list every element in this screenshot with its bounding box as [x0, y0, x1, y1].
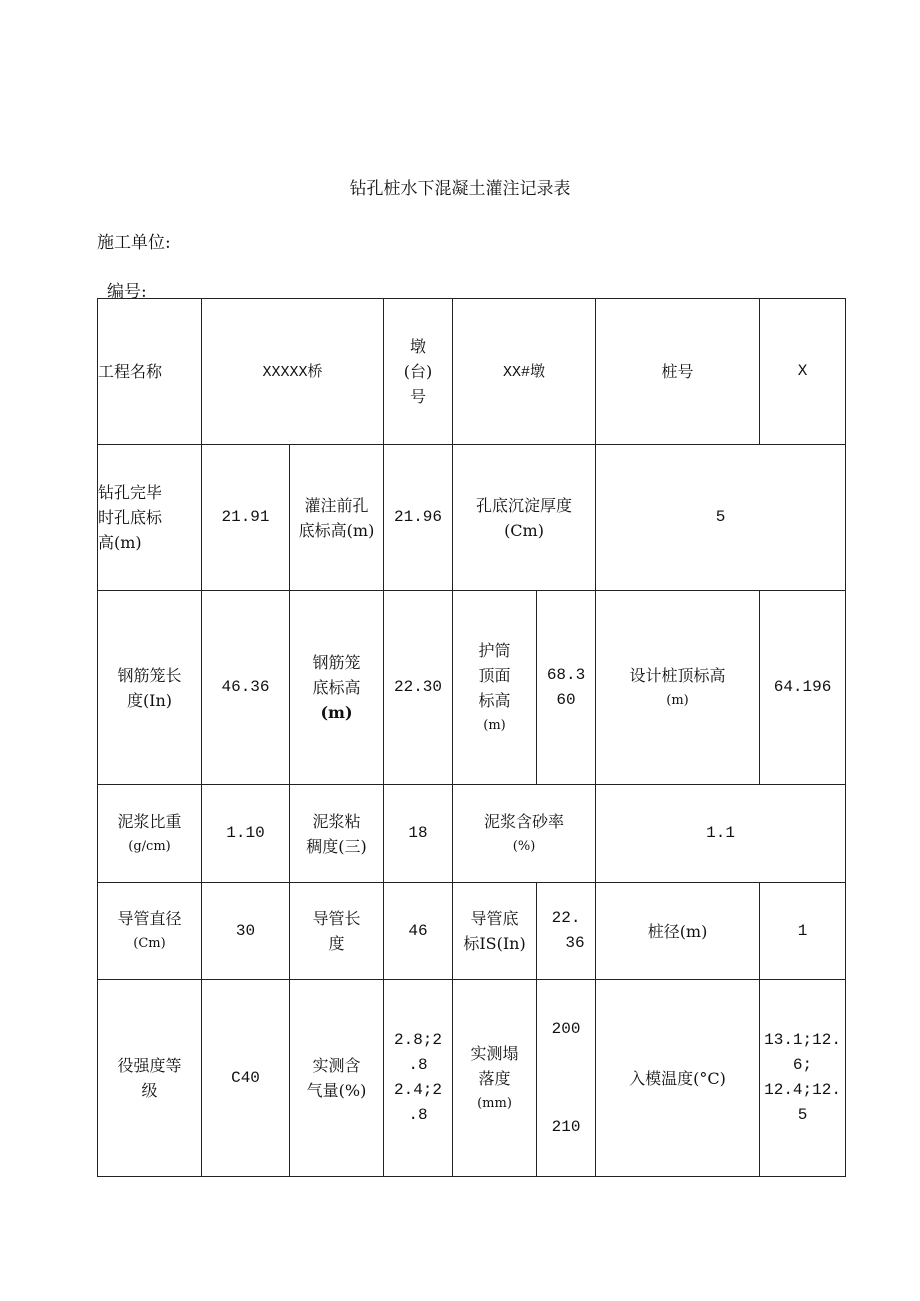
- cage-bottom-elevation-value: 22.30: [384, 591, 453, 785]
- construction-unit-label: 施工单位:: [97, 233, 171, 253]
- pile-number-label: 桩号: [596, 299, 760, 445]
- pipe-bottom-value: 22. 36: [537, 883, 596, 980]
- pipe-bottom-label: 导管底 标IS(In): [453, 883, 537, 980]
- table-row: [98, 785, 846, 883]
- cage-bottom-elevation-label: 钢筋笼 底标高 (m): [290, 591, 384, 785]
- pipe-length-value: 46: [384, 883, 453, 980]
- table-row: [98, 445, 846, 591]
- casing-top-elevation-label: 护筒 顶面 标高 (m): [453, 591, 537, 785]
- concrete-grade-label: 役强度等 级: [98, 980, 202, 1177]
- pipe-diameter-value: 30: [202, 883, 290, 980]
- cage-length-label: 钢筋笼长 度(In): [98, 591, 202, 785]
- pile-diameter-value: 1: [760, 883, 846, 980]
- air-content-value: 2.8;2 .8 2.4;2 .8: [384, 980, 453, 1177]
- page-title: 钻孔桩水下混凝土灌注记录表: [349, 179, 571, 199]
- placement-temperature-value: 13.1;12. 6; 12.4;12. 5: [760, 980, 846, 1177]
- record-number-label: 编号:: [107, 282, 147, 302]
- sediment-thickness-value: 5: [596, 445, 846, 591]
- project-name-value: XXXXX桥: [202, 299, 384, 445]
- slurry-viscosity-value: 18: [384, 785, 453, 883]
- pre-pour-elevation-value: 21.96: [384, 445, 453, 591]
- pre-pour-elevation-label: 灌注前孔 底标高(m): [290, 445, 384, 591]
- pipe-length-label: 导管长 度: [290, 883, 384, 980]
- casing-top-elevation-value: 68.3 60: [537, 591, 596, 785]
- pile-diameter-label: 桩径(m): [596, 883, 760, 980]
- placement-temperature-label: 入模温度(°C): [596, 980, 760, 1177]
- slump-label: 实测塌 落度 (mm): [453, 980, 537, 1177]
- sand-content-label: 泥浆含砂率 (%): [453, 785, 596, 883]
- table-row: [98, 883, 846, 980]
- cage-length-value: 46.36: [202, 591, 290, 785]
- slump-value: 200 210: [537, 980, 596, 1177]
- project-name-label: 工程名称: [98, 299, 202, 445]
- concrete-grade-value: C40: [202, 980, 290, 1177]
- air-content-label: 实测含 气量(%): [290, 980, 384, 1177]
- slurry-density-label: 泥浆比重 (g/cm): [98, 785, 202, 883]
- table-row: [98, 980, 846, 1177]
- drill-bottom-elevation-value: 21.91: [202, 445, 290, 591]
- sand-content-value: 1.1: [596, 785, 846, 883]
- pour-record-table: [97, 298, 846, 1177]
- pier-value: XX#墩: [453, 299, 596, 445]
- design-pile-top-value: 64.196: [760, 591, 846, 785]
- sediment-thickness-label: 孔底沉淀厚度 (Cm): [453, 445, 596, 591]
- pier-label: 墩 (台) 号: [384, 299, 453, 445]
- slurry-density-value: 1.10: [202, 785, 290, 883]
- pile-number-value: X: [760, 299, 846, 445]
- slurry-viscosity-label: 泥浆粘 稠度(三): [290, 785, 384, 883]
- table-row: [98, 591, 846, 785]
- table-row: [98, 299, 846, 445]
- design-pile-top-label: 设计桩顶标高 (m): [596, 591, 760, 785]
- pipe-diameter-label: 导管直径 (Cm): [98, 883, 202, 980]
- drill-bottom-elevation-label: 钻孔完毕 时孔底标 高(m): [98, 445, 202, 591]
